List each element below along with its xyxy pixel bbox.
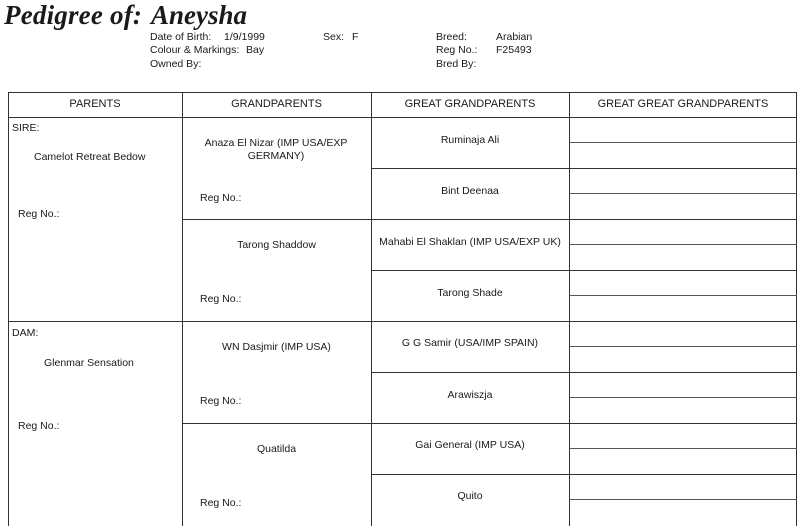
great-great-divider (569, 397, 797, 398)
col-header-great-grandparents: GREAT GRANDPARENTS (404, 98, 536, 110)
breed-label: Breed: (436, 31, 467, 43)
pedigree-label: Pedigree of: (4, 0, 143, 30)
grandparent-reg-label: Reg No.: (200, 395, 242, 407)
great-great-divider (569, 448, 797, 449)
owned-by-label: Owned By: (150, 58, 202, 70)
grandparent-reg-label: Reg No.: (200, 293, 242, 305)
dob-label: Date of Birth: (150, 31, 212, 43)
great-great-divider (569, 142, 797, 143)
great-grandparent-name: Bint Deenaa (441, 185, 499, 197)
column-divider (371, 92, 372, 526)
sire-name: Camelot Retreat Bedow (34, 151, 146, 163)
great-grandparent-divider (371, 168, 797, 169)
sex-label: Sex: (323, 31, 345, 43)
grandparent-name: Tarong Shaddow (237, 239, 316, 251)
reg-no-label: Reg No.: (436, 44, 478, 56)
sire-dam-divider (8, 321, 797, 322)
great-grandparent-name: Mahabi El Shaklan (IMP USA/EXP UK) (379, 236, 561, 248)
grandparent-divider (182, 423, 797, 424)
great-grandparent-name: Arawiszja (447, 389, 493, 401)
dam-reg-label: Reg No.: (18, 420, 60, 432)
bred-by-label: Bred By: (436, 58, 477, 70)
great-grandparent-name: Ruminaja Ali (440, 134, 500, 146)
dam-name: Glenmar Sensation (44, 357, 134, 369)
great-great-divider (569, 193, 797, 194)
header-row-divider (8, 117, 797, 118)
grandparent-reg-label: Reg No.: (200, 192, 242, 204)
great-great-divider (569, 295, 797, 296)
col-header-grandparents: GRANDPARENTS (231, 98, 322, 110)
great-great-divider (569, 244, 797, 245)
colour-value: Bay (246, 44, 265, 56)
grandparent-reg-label: Reg No.: (200, 497, 242, 509)
grandparent-name: Anaza El Nizar (IMP USA/EXP GERMANY) (204, 137, 348, 162)
great-grandparent-name: Quito (457, 490, 483, 502)
great-grandparent-name: Tarong Shade (437, 287, 503, 299)
reg-no-value: F25493 (496, 44, 532, 56)
colour-label: Colour & Markings: (150, 44, 240, 56)
sire-label: SIRE: (12, 122, 40, 134)
great-great-divider (569, 499, 797, 500)
column-divider (182, 92, 183, 526)
dob-value: 1/9/1999 (224, 31, 265, 43)
sire-reg-label: Reg No.: (18, 208, 60, 220)
breed-value: Arabian (496, 31, 533, 43)
horse-name: Aneysha (151, 0, 248, 30)
great-great-divider (569, 346, 797, 347)
dam-label: DAM: (12, 327, 39, 339)
great-grandparent-divider (371, 474, 797, 475)
column-divider (569, 92, 570, 526)
grandparent-divider (182, 219, 797, 220)
great-grandparent-divider (371, 270, 797, 271)
sex-value: F (352, 31, 359, 43)
great-grandparent-name: G G Samir (USA/IMP SPAIN) (401, 337, 539, 349)
great-grandparent-name: Gai General (IMP USA) (415, 439, 525, 451)
col-header-great-great-grandparents: GREAT GREAT GRANDPARENTS (597, 98, 769, 110)
great-grandparent-divider (371, 372, 797, 373)
col-header-parents: PARENTS (69, 98, 121, 110)
grandparent-name: Quatilda (256, 443, 297, 455)
grandparent-name: WN Dasјmir (IMP USA) (222, 341, 331, 353)
